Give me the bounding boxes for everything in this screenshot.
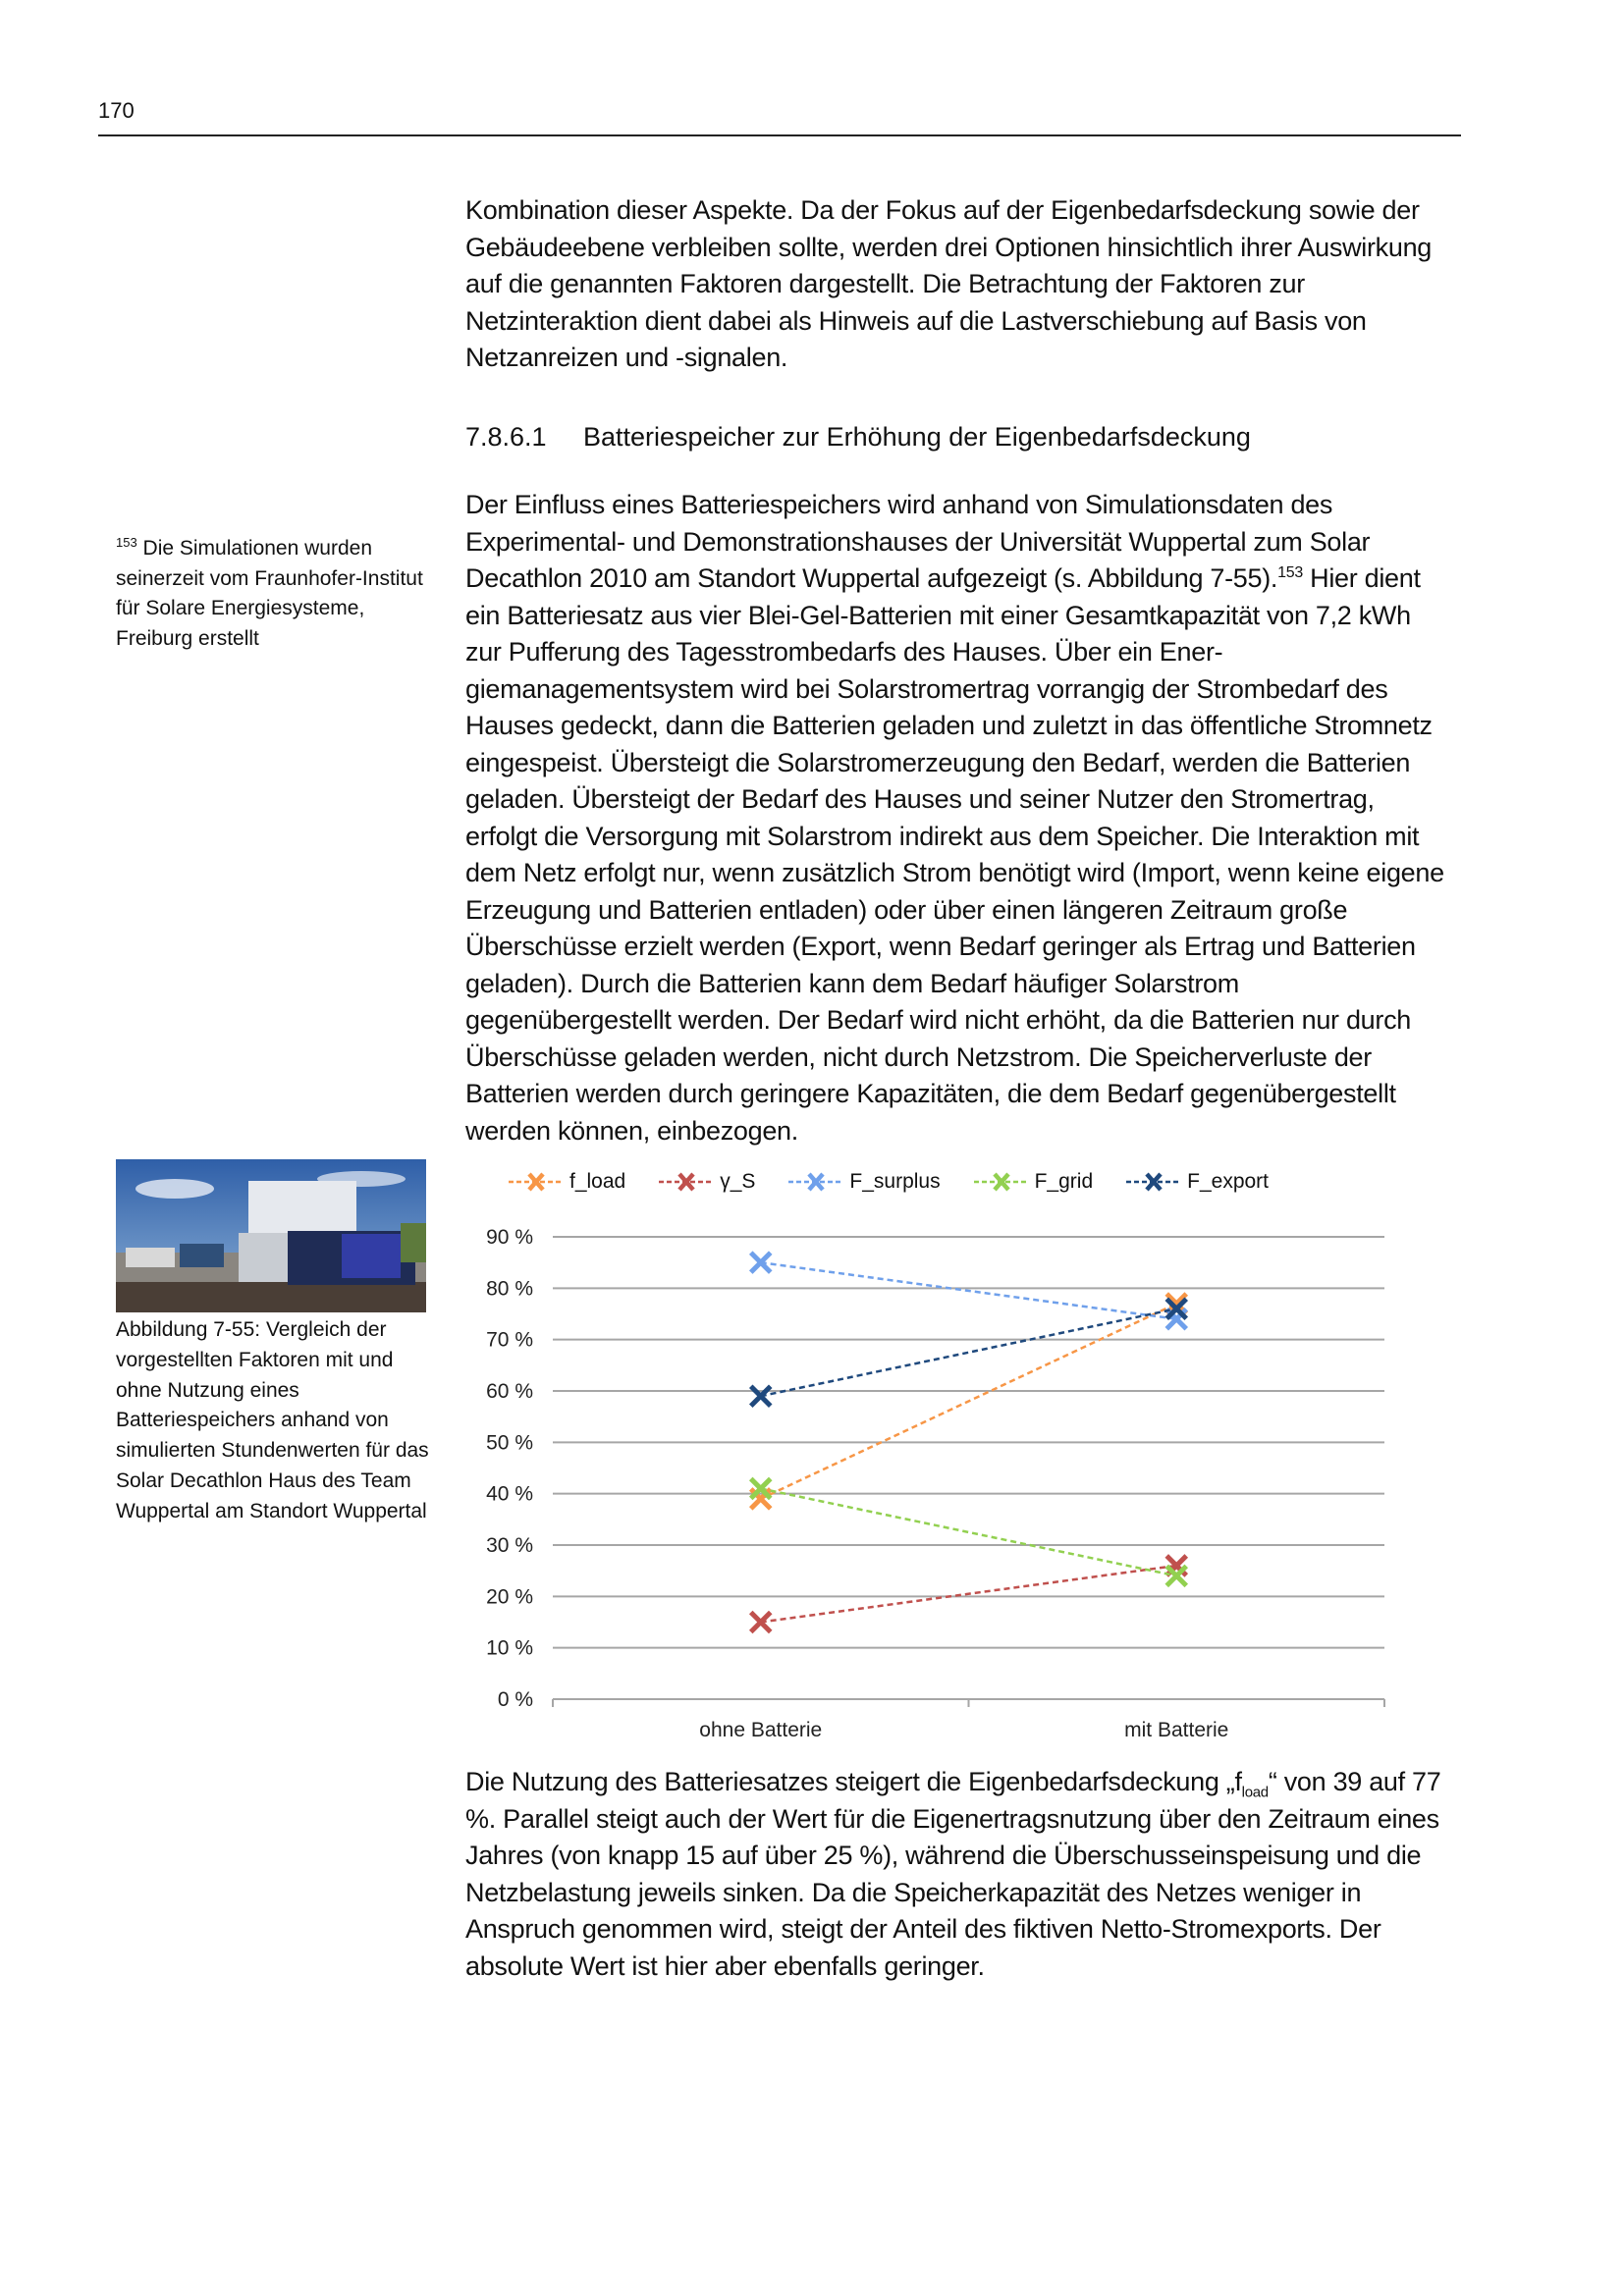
y-tick-label: 50 % [486, 1431, 533, 1455]
y-tick-label: 0 % [497, 1688, 533, 1711]
paragraph-battery [465, 487, 1447, 1149]
legend-item-F_export [1126, 1170, 1269, 1194]
legend-marker-icon [974, 1172, 1029, 1192]
legend-label: γ_S [720, 1170, 756, 1193]
chart-legend [509, 1170, 1269, 1194]
series-line-F_export [761, 1308, 1177, 1396]
x-tick-label: mit Batterie [1124, 1719, 1229, 1741]
footnote-text: Die Simulationen wurden seinerzeit vom Fraunhofer-Institut für Solare Energiesysteme, Freiburg erstellt [116, 537, 423, 650]
legend-item-γ_S [659, 1170, 755, 1194]
y-tick-label: 40 % [486, 1482, 533, 1506]
paragraph-battery-text-a: Der Einfluss eines Batteriespeichers wird anhand von Simulationsdaten des Experimental- und Demonstrationshauses der Universität Wuppertal zum Solar Decathlon 2010 am Standort Wuppertal aufgezeigt (s. Abbildung 7-55). [465, 490, 1371, 593]
paragraph-intro [465, 192, 1447, 377]
paragraph-result [465, 1764, 1447, 1985]
header-rule [98, 134, 1461, 136]
y-tick-label: 10 % [486, 1636, 533, 1660]
series-line-f_load [761, 1304, 1177, 1499]
paragraph-battery-text-b: Hier dient ein Batteriesatz aus vier Blei-Gel-Batterien mit einer Gesamtkapazität von 7,2 kWh zur Pufferung des Tagesstrombedarfs des Hauses. Über ein Energiemanagementsystem wird bei Solarstromertrag vorrangig der Strombedarf des Hauses gedeckt, dann die Batterien geladen und zuletzt in das öffentliche Stromnetz eingespeist. Übersteigt die Solarstromerzeugung den Bedarf, werden die Batterien geladen. Übersteigt der Bedarf des Hauses und seiner Nutzer den Stromertrag, erfolgt die Versorgung mit Solarstrom indirekt aus dem Speicher. Die Interaktion mit dem Netz erfolgt nur, wenn zusätzlich Strom benötigt wird (Import, wenn keine eigene Erzeugung und Batterien entladen) oder über einen längeren Zeitraum große Überschüsse erzielt werden (Export, wenn Bedarf geringer als Ertrag und Batterien geladen). Durch die Batterien kann dem Bedarf häufiger Solarstrom gegenübergestellt werden. Der Bedarf wird nicht erhöht, da die Batterien nur durch Überschüsse geladen werden, nicht durch Netzstrom. Die Speicherverluste der Batterien werden durch geringere Kapazitäten, die dem Bedarf gegenübergestellt werden können, einbezogen. [465, 563, 1444, 1146]
section-heading [465, 422, 1251, 453]
y-tick-label: 90 % [486, 1226, 533, 1249]
legend-item-F_grid [974, 1170, 1094, 1194]
data-point-F_export [751, 1386, 771, 1406]
legend-marker-icon [509, 1172, 564, 1192]
page-number: 170 [98, 98, 135, 123]
section-title: Batteriespeicher zur Erhöhung der Eigenbedarfsdeckung [583, 422, 1251, 452]
paragraph-intro-text: Kombination dieser Aspekte. Da der Fokus auf der Eigenbedarfsdeckung sowie der Gebäudeebene verbleiben sollte, werden drei Optionen hinsichtlich ihrer Auswirkung auf die genannten Faktoren dargestellt. Die Betrachtung der Faktoren zur Netzinteraktion dient dabei als Hinweis auf die Lastverschiebung auf Basis von Netzanreizen und -signalen. [465, 195, 1433, 372]
subscript-load: load [1241, 1784, 1269, 1801]
legend-label: F_export [1187, 1170, 1270, 1193]
y-tick-label: 20 % [486, 1585, 533, 1609]
line-chart [452, 1158, 1434, 1747]
data-point-F_surplus [751, 1253, 771, 1272]
y-tick-label: 80 % [486, 1277, 533, 1301]
legend-label: F_grid [1034, 1170, 1094, 1193]
footnote [116, 534, 430, 654]
paragraph-result-text-b: “ von 39 auf 77 %. Parallel steigt auch der Wert für die Eigenertragsnutzung über den Zeitraum eines Jahres (von knapp 15 auf über 25 %), während die Überschusseinspeisung und die Netzbelastung jeweils sinken. Da die Speicherkapazität des Netzes weniger in Anspruch genommen wird, steigt der Anteil des fiktiven Netto-Stromexports. Der absolute Wert ist hier aber ebenfalls geringer. [465, 1767, 1441, 1981]
section-number: 7.8.6.1 [465, 422, 547, 452]
legend-label: f_load [569, 1170, 626, 1193]
series-line-F_surplus [761, 1262, 1177, 1319]
legend-label: F_surplus [849, 1170, 941, 1193]
y-tick-label: 30 % [486, 1534, 533, 1557]
figure-caption: Abbildung 7-55: Vergleich der vorgestellten Faktoren mit und ohne Nutzung eines Batteriespeichers anhand von simulierten Stundenwerten für das Solar Decathlon Haus des Team Wuppertal am Standort Wuppertal [116, 1318, 429, 1522]
chart-plot [452, 1158, 1434, 1747]
paragraph-result-text-a: Die Nutzung des Batteriesatzes steigert die Eigenbedarfsdeckung „f [465, 1767, 1242, 1796]
x-tick-label: ohne Batterie [699, 1719, 823, 1741]
series-line-γ_S [761, 1566, 1177, 1623]
legend-marker-icon [788, 1172, 843, 1192]
y-tick-label: 60 % [486, 1380, 533, 1403]
legend-item-F_surplus [788, 1170, 940, 1194]
legend-item-f_load [509, 1170, 625, 1194]
house-photo [116, 1159, 426, 1312]
legend-marker-icon [1126, 1172, 1181, 1192]
series-line-F_grid [761, 1488, 1177, 1575]
footnote-reference[interactable]: 153 [1277, 564, 1303, 581]
y-tick-label: 70 % [486, 1328, 533, 1352]
footnote-number: 153 [116, 535, 137, 550]
legend-marker-icon [659, 1172, 714, 1192]
data-point-γ_S [751, 1613, 771, 1632]
